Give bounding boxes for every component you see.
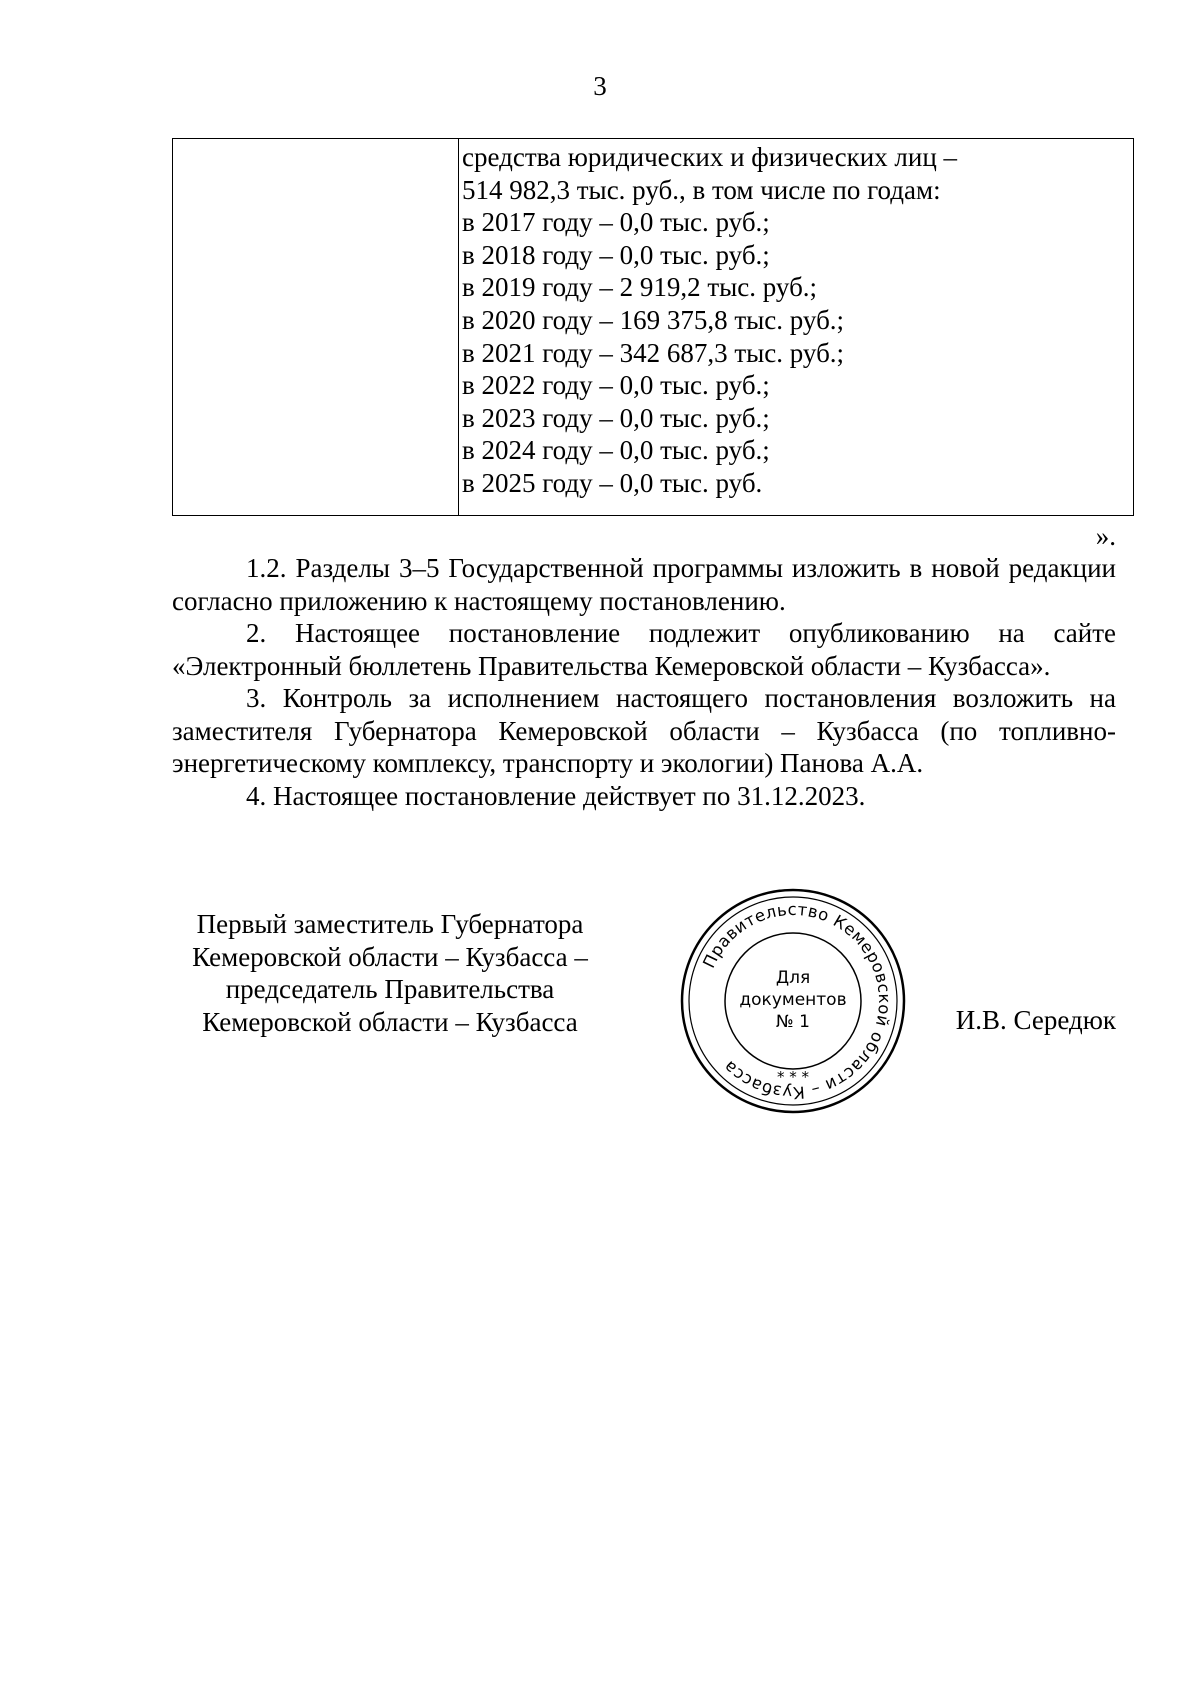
funding-line: 514 982,3 тыс. руб., в том числе по годам:	[462, 174, 941, 205]
signatory-name: И.В. Середюк	[955, 1005, 1116, 1035]
official-stamp	[678, 886, 908, 1116]
funding-line: в 2024 году – 0,0 тыс. руб.;	[462, 435, 770, 466]
funding-line: в 2022 году – 0,0 тыс. руб.;	[462, 370, 770, 401]
position-line: Первый заместитель Губернатора	[196, 909, 584, 939]
position-line: Кемеровской области – Кузбасса –	[192, 941, 588, 972]
paragraph-2: 2. Настоящее постановление подлежит опубликованию на сайте «Электронный бюллетень Правительства Кемеровской области – Кузбасса».	[172, 618, 1116, 681]
table-right-cell	[459, 139, 1134, 516]
stamp-center-line: документов	[739, 990, 847, 1010]
stamp-center-line: № 1	[776, 1012, 810, 1032]
funding-line: в 2017 году – 0,0 тыс. руб.;	[462, 207, 770, 238]
position-line: Кемеровской области – Кузбасса	[202, 1006, 578, 1037]
funding-line: в 2020 году – 169 375,8 тыс. руб.;	[462, 304, 845, 335]
paragraph-1-2: 1.2. Разделы 3–5 Государственной программы изложить в новой редакции согласно приложению к настоящему постановлению.	[172, 553, 1116, 616]
table-left-cell	[173, 139, 459, 516]
funding-line: в 2023 году – 0,0 тыс. руб.;	[462, 402, 770, 433]
stamp-ring-text: Правительство Кемеровской области – Кузбасса	[699, 899, 895, 1103]
position-line: председатель Правительства	[225, 974, 555, 1004]
program-funding-table	[172, 138, 1134, 516]
signatory-position	[172, 908, 608, 1038]
page-number: 3	[593, 71, 607, 101]
paragraph-4: 4. Настоящее постановление действует по 31.12.2023.	[246, 780, 866, 811]
stamp-stars: * * *	[776, 1068, 810, 1086]
funding-line: в 2019 году – 2 919,2 тыс. руб.;	[462, 272, 818, 303]
funding-line: в 2021 году – 342 687,3 тыс. руб.;	[462, 337, 845, 368]
funding-line: средства юридических и физических лиц –	[462, 142, 958, 172]
funding-line: в 2018 году – 0,0 тыс. руб.;	[462, 239, 770, 270]
closing-quote: ».	[1095, 521, 1116, 551]
funding-line: в 2025 году – 0,0 тыс. руб.	[462, 467, 763, 498]
body-text	[172, 552, 1116, 812]
paragraph-3: 3. Контроль за исполнением настоящего постановления возложить на заместителя Губернатора Кемеровской области – Кузбасса (по топливно-энергетическому комплексу, транспорту и экологии) Панова А.А.	[172, 683, 1116, 778]
stamp-center-line: Для	[775, 968, 811, 988]
